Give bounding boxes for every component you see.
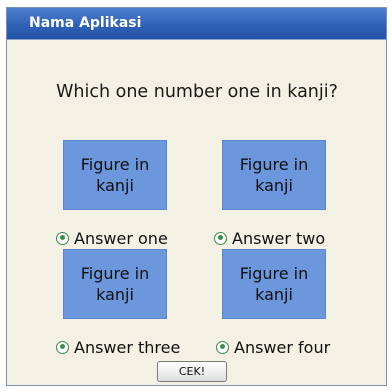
figure-label: Figure in kanji (80, 264, 150, 304)
radio-selected-icon[interactable] (214, 232, 227, 245)
figure-box-two (222, 140, 326, 210)
radio-selected-icon[interactable] (216, 341, 229, 354)
app-window (6, 7, 387, 386)
answer-option-one[interactable] (56, 227, 168, 249)
radio-selected-icon[interactable] (56, 341, 69, 354)
answer-label: Answer three (74, 337, 181, 357)
answer-label: Answer one (74, 228, 168, 248)
answer-option-four[interactable] (216, 336, 330, 358)
answer-label: Answer four (234, 337, 331, 357)
answer-option-three[interactable] (56, 336, 180, 358)
title-bar[interactable] (7, 8, 386, 40)
answer-option-two[interactable] (214, 227, 325, 249)
figure-label: Figure in kanji (239, 155, 309, 195)
window-title: Nama Aplikasi (29, 15, 142, 31)
figure-box-one (63, 140, 167, 210)
check-button[interactable]: CEK! (157, 361, 227, 382)
answer-label: Answer two (232, 228, 326, 248)
figure-label: Figure in kanji (80, 155, 150, 195)
figure-label: Figure in kanji (239, 264, 309, 304)
figure-box-four (222, 249, 326, 319)
figure-box-three (63, 249, 167, 319)
radio-selected-icon[interactable] (56, 232, 69, 245)
question-text: Which one number one in kanji? (56, 82, 338, 102)
